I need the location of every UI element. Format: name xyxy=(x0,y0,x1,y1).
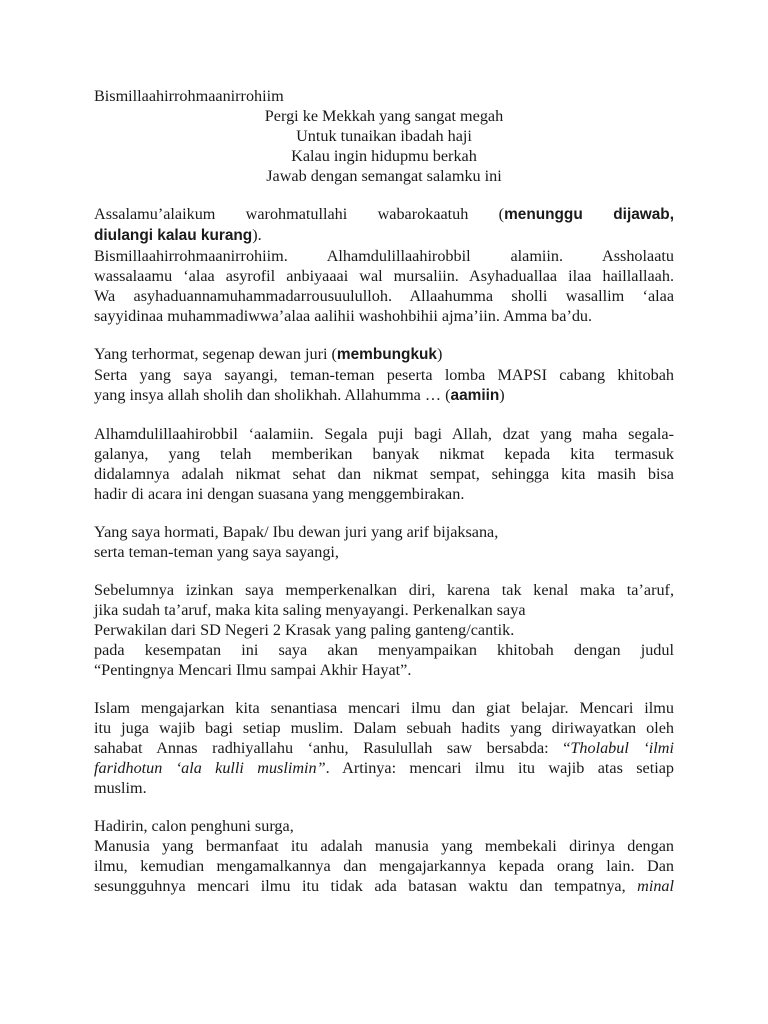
islam-paragraph xyxy=(94,698,674,798)
stage-direction: membungkuk xyxy=(336,346,437,363)
hadith-quote: faridhotun ‘ala kulli muslimin” xyxy=(94,759,326,777)
hadirin-line: ilmu, kemudian mengamalkannya dan mengajarkannya kepada orang lain. Dan xyxy=(94,857,674,875)
salam-line-2: diulangi kalau kurang). xyxy=(94,226,262,244)
arabic-phrase: minal xyxy=(637,877,674,895)
intro-line: Sebelumnya izinkan saya memperkenalkan diri, karena tak kenal maka ta’aruf, xyxy=(94,581,674,599)
hamdalah-line: didalamnya adalah nikmat sehat dan nikmat sempat, sehingga kita masih bisa xyxy=(94,465,674,483)
intro-line: jika sudah ta’aruf, maka kita saling menyayangi. Perkenalkan saya xyxy=(94,601,526,619)
greeting2-line: serta teman-teman yang saya sayangi, xyxy=(94,543,339,561)
muqaddimah-line: sayyidinaa muhammadiwwa’alaa aalihii washohbihii ajma’iin. Amma ba’du. xyxy=(94,307,593,325)
islam-line: Islam mengajarkan kita senantiasa mencari ilmu dan giat belajar. Mencari ilmu xyxy=(94,699,674,717)
hadirin-line: Manusia yang bermanfaat itu adalah manusia yang membekali dirinya dengan xyxy=(94,837,674,855)
hadirin-paragraph xyxy=(94,816,674,896)
greeting2-paragraph xyxy=(94,522,674,562)
hamdalah-paragraph xyxy=(94,424,674,504)
intro-paragraph xyxy=(94,580,674,680)
intro-line: Perwakilan dari SD Negeri 2 Krasak yang paling ganteng/cantik. xyxy=(94,621,515,639)
speech-document xyxy=(94,86,674,896)
stage-direction: diulangi kalau kurang xyxy=(94,227,253,244)
islam-line: itu juga wajib bagi setiap muslim. Dalam sebuah hadits yang diriwayatkan oleh xyxy=(94,719,674,737)
hamdalah-line: hadir di acara ini dengan suasana yang menggembirakan. xyxy=(94,485,465,503)
poem-line: Untuk tunaikan ibadah haji xyxy=(296,127,472,145)
islam-line: faridhotun ‘ala kulli muslimin”. Artinya: mencari ilmu itu wajib atas setiap xyxy=(94,759,674,777)
hadirin-line: sesungguhnya mencari ilmu itu tidak ada batasan waktu dan tempatnya, minal xyxy=(94,877,674,895)
hadirin-line: Hadirin, calon penghuni surga, xyxy=(94,817,294,835)
intro-title-line: “Pentingnya Mencari Ilmu sampai Akhir Hayat”. xyxy=(94,661,412,679)
muqaddimah-line: Wa asyhaduannamuhammadarrousuululloh. Allaahumma sholli wasallim ‘alaa xyxy=(94,287,674,305)
hamdalah-line: Alhamdulillaahirobbil ‘aalamiin. Segala puji bagi Allah, dzat yang maha segala- xyxy=(94,425,674,443)
islam-line: muslim. xyxy=(94,779,147,797)
opening-line: Bismillaahirrohmaanirrohiim xyxy=(94,87,284,105)
stage-direction: menunggu dijawab, xyxy=(504,206,674,223)
greeting-line-3: yang insya allah sholih dan sholikhah. Allahumma … (aamiin) xyxy=(94,386,505,404)
opening-poem xyxy=(94,106,674,186)
hadith-quote: Tholabul ‘ilmi xyxy=(570,739,674,757)
stage-direction: aamiin xyxy=(450,387,500,404)
islam-line: sahabat Annas radhiyallahu ‘anhu, Rasulullah saw bersabda: “Tholabul ‘ilmi xyxy=(94,739,674,757)
muqaddimah-line: wassalaamu ‘alaa asyrofil anbiyaaai wal mursaliin. Asyhaduallaa ilaa haillallaah. xyxy=(94,267,674,285)
poem-line: Jawab dengan semangat salamku ini xyxy=(266,167,502,185)
salam-line-1: Assalamu’alaikum warohmatullahi wabarokaatuh (menunggu dijawab, xyxy=(94,205,674,223)
poem-line: Pergi ke Mekkah yang sangat megah xyxy=(264,107,504,125)
greeting2-line: Yang saya hormati, Bapak/ Ibu dewan juri yang arif bijaksana, xyxy=(94,523,499,541)
greeting-line-1: Yang terhormat, segenap dewan juri (membungkuk) xyxy=(94,345,443,363)
poem-line: Kalau ingin hidupmu berkah xyxy=(291,147,477,165)
greeting-line-2: Serta yang saya sayangi, teman-teman peserta lomba MAPSI cabang khitobah xyxy=(94,366,674,384)
muqaddimah-line: Bismillaahirrohmaanirrohiim. Alhamdulillaahirobbil alamiin. Assholaatu xyxy=(94,247,674,265)
hamdalah-line: galanya, yang telah memberikan banyak nikmat kepada kita termasuk xyxy=(94,445,674,463)
intro-line: pada kesempatan ini saya akan menyampaikan khitobah dengan judul xyxy=(94,641,674,659)
salam-paragraph xyxy=(94,204,674,326)
greeting-paragraph xyxy=(94,344,674,406)
